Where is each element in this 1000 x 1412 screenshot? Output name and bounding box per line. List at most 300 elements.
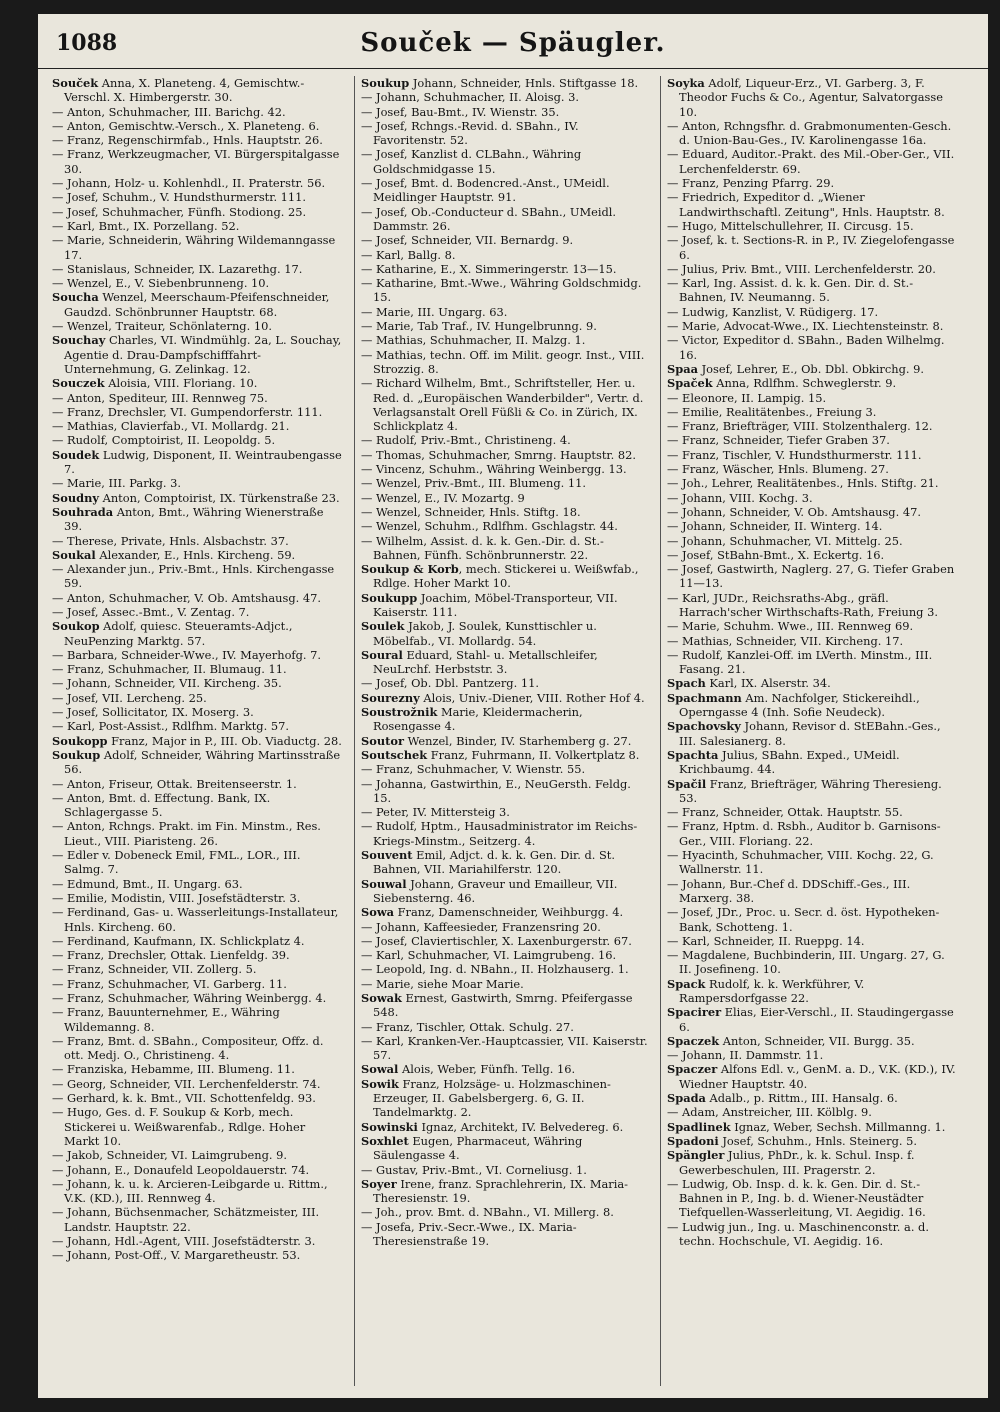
entry-text: — Richard Wilhelm, Bmt., Schriftsteller, Her. u. Red. d. „Europäischen Wanderbilder", Vertr. d. Verlagsanstalt Orell Füßli & Co. in Zürich, IX. Schlickplatz 4. [361,376,644,434]
directory-entry [361,119,650,148]
directory-entry [667,462,956,476]
directory-entry [52,662,344,676]
entry-text: — Franziska, Hebamme, III. Blumeng. 11. [52,1062,295,1077]
entry-text: Karl, IX. Alserstr. 34. [705,676,831,691]
directory-entry [52,448,344,477]
directory-entry [52,548,344,562]
directory-entry [52,333,344,376]
entry-text: — Franz, Werkzeugmacher, VI. Bürgerspitalgasse 30. [52,147,340,176]
entry-text: — Johann, Holz- u. Kohlenhdl., II. Praterstr. 56. [52,176,326,191]
directory-entry [361,1163,650,1177]
directory-entry [667,934,956,948]
entry-text: — Gustav, Priv.-Bmt., VI. Corneliusg. 1. [361,1162,587,1177]
entry-surname: Spaczek [667,1033,720,1048]
entry-text: — Wenzel, Priv.-Bmt., III. Blumeng. 11. [361,476,587,491]
entry-surname: Sowik [361,1076,399,1091]
directory-entry [361,877,650,906]
entry-surname: Soukup & Korb [361,562,459,577]
directory-entry [667,391,956,405]
entry-text: — Karl, Ballg. 8. [361,247,456,262]
directory-entry [361,1062,650,1076]
entry-surname: Sowinski [361,1119,418,1134]
entry-text: Adolf, Schneider, Währing Martinsstraße 56. [64,747,341,777]
entry-text: Eugen, Pharmaceut, Währing Säulengasse 4. [373,1133,583,1163]
entry-text: — Mathias, Schneider, VII. Kircheng. 17. [667,633,904,648]
directory-entry [667,548,956,562]
directory-entry [361,1220,650,1249]
directory-entry [361,276,650,305]
directory-entry [667,491,956,505]
entry-text: Franz, Briefträger, Währing Theresieng. 53. [679,776,942,805]
entry-surname: Soudek [52,447,100,462]
entry-text: — Karl, JUDr., Reichsraths-Abg., gräfl. Harrach'scher Wirthschafts-Rath, Freiung 3. [667,590,938,619]
directory-entry [52,734,344,748]
entry-text: — Johann, Schuhmacher, VI. Mittelg. 25. [667,533,903,548]
directory-entry [52,147,344,176]
entry-text: Wenzel, Meerschaum-Pfeifenschneider, Gaudzd. Schönbrunner Hauptstr. 68. [64,290,330,319]
entry-surname: Spačil [667,776,707,791]
directory-entry [361,934,650,948]
entry-text: — Adam, Anstreicher, III. Kölblg. 9. [667,1105,872,1120]
directory-entry [361,248,650,262]
directory-page [38,14,988,1398]
entry-text: — Joh., Lehrer, Realitätenbes., Hnls. Stiftg. 21. [667,476,939,491]
entry-text: — Wilhelm, Assist. d. k. k. Gen.-Dir. d. St.-Bahnen, Fünfh. Schönbrunnerstr. 22. [361,533,604,562]
directory-entry [52,491,344,505]
entry-text: — Franz, Schneider, Ottak. Hauptstr. 55. [667,805,903,820]
entry-text: — Josef, Claviertischler, X. Laxenburgerstr. 67. [361,933,632,948]
directory-entry [667,977,956,1006]
entry-text: Anna, Rdlfhm. Schweglerstr. 9. [712,376,897,391]
entry-text: — Karl, Ing. Assist. d. k. k. Gen. Dir. d. St.-Bahnen, IV. Neumanng. 5. [667,276,914,305]
directory-entry [361,905,650,919]
directory-entry [52,676,344,690]
directory-entry [52,133,344,147]
directory-entry [667,233,956,262]
entry-text: — Franz, Schuhmacher, Währing Weinbergg. 4. [52,991,327,1005]
entry-text: Emil, Adjct. d. k. k. Gen. Dir. d. St. Bahnen, VII. Mariahilferstr. 120. [373,848,616,877]
entry-text: — Eleonore, II. Lampig. 15. [667,390,827,405]
directory-entry [667,1005,956,1034]
entry-text: — Johann, II. Dammstr. 11. [667,1048,824,1063]
entry-surname: Spack [667,976,706,991]
directory-entry [52,1248,344,1262]
directory-entry [667,748,956,777]
entry-text: — Josefa, Priv.-Secr.-Wwe., IX. Maria-Theresienstraße 19. [361,1219,577,1249]
entry-surname: Soukup [361,76,410,90]
entry-surname: Soutschek [361,747,428,762]
directory-entry [52,119,344,133]
directory-entry [52,605,344,619]
entry-surname: Spachovsky [667,719,741,734]
entry-text: Anton, Bmt., Währing Wienerstraße 39. [64,504,324,534]
directory-entry [361,505,650,519]
entry-text: Anton, Schneider, VII. Burgg. 35. [719,1033,915,1048]
entry-text: — Johann, Hdl.-Agent, VIII. Josefstädterstr. 3. [52,1234,316,1249]
entry-text: — Leopold, Ing. d. NBahn., II. Holzhauserg. 1. [361,962,629,977]
directory-entry [361,948,650,962]
directory-entry [667,362,956,376]
directory-entry [361,491,650,505]
directory-entry [52,233,344,262]
directory-entry [667,591,956,620]
directory-entry [52,1062,344,1076]
directory-entry [52,290,344,319]
entry-text: Charles, VI. Windmühlg. 2a, L. Souchay, Agentie d. Drau-Dampfschifffahrt-Unternehmung, G. Zelinkag. 12. [64,333,342,376]
entry-text: Josef, Lehrer, E., Ob. Dbl. Obkirchg. 9. [697,361,924,376]
directory-entry [667,519,956,533]
entry-surname: Soukopp [52,733,108,748]
entry-surname: Souček [52,76,99,90]
entry-text: — Rudolf, Kanzlei-Off. im LVerth. Minstm., III. Fasang. 21. [667,647,933,677]
entry-text: — Friedrich, Expeditor d. „Wiener Landwirthschaftl. Zeitung", Hnls. Hauptstr. 8. [667,190,945,219]
entry-text: — Marie, III. Parkg. 3. [52,476,181,491]
entry-text: — Ludwig, Ob. Insp. d. k. k. Gen. Dir. d. St.-Bahnen in P., Ing. b. d. Wiener-Neustädter Tiefquellen-Wasserleitung, VI. Aegidig. 16. [667,1176,926,1220]
directory-entry [667,562,956,591]
directory-entry [52,1005,344,1034]
directory-entry [667,1062,956,1091]
directory-entry [361,90,650,104]
entry-text: — Anton, Rchngs. Prakt. im Fin. Minstm., Res. Lieut., VIII. Piaristeng. 26. [52,819,321,848]
directory-entry [361,534,650,563]
directory-entry [361,76,650,90]
entry-text: — Gerhard, k. k. Bmt., VII. Schottenfeldg. 93. [52,1091,316,1106]
directory-entry [361,1120,650,1134]
entry-text: Johann, Revisor d. StEBahn.-Ges., III. Salesianerg. 8. [679,719,941,748]
entry-text: Alois, Weber, Fünfh. Tellg. 16. [398,1062,576,1077]
directory-entry [361,348,650,377]
entry-surname: Soucha [52,290,99,305]
directory-entry [667,1120,956,1134]
entry-text: — Wenzel, Schuhm., Rdlfhm. Gschlagstr. 44. [361,519,618,534]
directory-entry [361,1177,650,1206]
entry-text: — Franz, Briefträger, VIII. Stolzenthalerg. 12. [667,419,933,434]
directory-entry [361,1205,650,1219]
entry-text: — Franz, Schuhmacher, V. Wienstr. 55. [361,762,586,777]
directory-entry [667,719,956,748]
entry-surname: Soxhlet [361,1133,409,1148]
directory-entry [361,562,650,591]
directory-entry [52,1205,344,1234]
directory-entry [667,1220,956,1249]
entry-surname: Spachta [667,747,719,762]
entry-surname: Soudny [52,490,99,505]
entry-text: — Franz, Tischler, V. Hundsthurmerstr. 111. [667,447,922,462]
entry-text: — Josef, VII. Lercheng. 25. [52,690,207,705]
entry-text: Anton, Comptoirist, IX. Türkenstraße 23. [98,490,340,505]
directory-entry [52,877,344,891]
entry-text: — Johann, E., Donaufeld Leopoldauerstr. 74. [52,1162,310,1177]
directory-entry [52,1163,344,1177]
directory-entry [52,1234,344,1248]
directory-entry [52,505,344,534]
entry-text: — Josef, Sollicitator, IX. Moserg. 3. [52,705,254,720]
directory-entry [667,333,956,362]
directory-entry [667,176,956,190]
directory-entry [361,376,650,433]
entry-surname: Spaczer [667,1062,718,1077]
entry-text: — Anton, Schuhmacher, V. Ob. Amtshausg. 47. [52,590,322,605]
directory-entry [52,476,344,490]
entry-text: — Katharine, E., X. Simmeringerstr. 13—15. [361,261,617,276]
entry-text: — Karl, Bmt., IX. Porzellang. 52. [52,218,240,233]
entry-text: — Anton, Rchngsfhr. d. Grabmonumenten-Gesch. d. Union-Bau-Ges., IV. Karolinengasse 16a. [667,118,952,148]
directory-entry [361,705,650,734]
directory-entry [52,1091,344,1105]
entry-text: — Karl, Post-Assist., Rdlfhm. Marktg. 57. [52,719,289,734]
entry-text: — Josef, k. t. Sections-R. in P., IV. Ziegelofengasse 6. [667,233,955,262]
entry-text: Irene, franz. Sprachlehrerin, IX. Maria-Theresienstr. 19. [373,1176,629,1206]
directory-entry [52,748,344,777]
directory-entry [52,433,344,447]
entry-text: Johann, Graveur und Emailleur, VII. Siebensterng. 46. [373,876,618,905]
entry-text: Eduard, Stahl- u. Metallschleifer, NeuLrchf. Herbststr. 3. [373,647,598,677]
entry-text: — Franz, Drechsler, Ottak. Lienfeldg. 39. [52,948,290,963]
entry-text: — Ferdinand, Kaufmann, IX. Schlickplatz 4. [52,933,305,948]
column-1 [48,76,348,1386]
entry-surname: Sowa [361,905,395,920]
entry-text: — Katharine, Bmt.-Wwe., Währing Goldschmidg. 15. [361,276,642,305]
directory-entry [52,1034,344,1063]
entry-text: — Marie, Schneiderin, Währing Wildemanngasse 17. [52,233,336,262]
directory-entry [52,219,344,233]
entry-text: — Karl, Kranken-Ver.-Hauptcassier, VII. Kaiserstr. 57. [361,1033,648,1063]
directory-entry [52,777,344,791]
column-2 [354,76,654,1386]
directory-entry [52,991,344,1005]
column-3 [660,76,960,1386]
entry-text: Julius, SBahn. Exped., UMeidl. Krichbaumg. 44. [679,747,900,777]
directory-entry [361,591,650,620]
directory-entry [667,676,956,690]
directory-entry [52,76,344,105]
directory-entry [52,591,344,605]
entry-text: — Mathias, Clavierfab., VI. Mollardg. 21. [52,419,290,434]
directory-entry [667,376,956,390]
directory-entry [667,262,956,276]
entry-text: — Josef, Bau-Bmt., IV. Wienstr. 35. [361,104,560,119]
entry-text: — Franz, Bauunternehmer, E., Währing Wildemanng. 8. [52,1005,280,1034]
entry-text: Franz, Damenschneider, Weihburgg. 4. [394,905,624,920]
directory-entry [52,848,344,877]
entry-text: — Rudolf, Comptoirist, II. Leopoldg. 5. [52,433,276,448]
directory-entry [667,1105,956,1119]
entry-surname: Spängler [667,1148,725,1163]
entry-surname: Soyka [667,76,705,90]
entry-surname: Souwal [361,876,407,891]
entry-text: — Victor, Expeditor d. SBahn., Baden Wilhelmg. 16. [667,333,945,362]
directory-entry [667,448,956,462]
entry-text: — Johann, VIII. Kochg. 3. [667,490,813,505]
entry-text: — Johann, Schneider, II. Winterg. 14. [667,519,883,534]
entry-text: — Wenzel, Traiteur, Schönlaterng. 10. [52,319,272,334]
entry-text: — Ludwig jun., Ing. u. Maschinenconstr. a. d. techn. Hochschule, VI. Aegidig. 16. [667,1219,929,1249]
entry-surname: Spachmann [667,690,742,705]
directory-entry [52,1177,344,1206]
directory-entry [361,962,650,976]
directory-entry [52,934,344,948]
entry-text: — Karl, Schuhmacher, VI. Laimgrubeng. 16. [361,948,617,963]
directory-entry [667,805,956,819]
directory-entry [361,648,650,677]
entry-text: Alexander, E., Hnls. Kircheng. 59. [95,547,296,562]
entry-surname: Souchay [52,333,106,348]
entry-text: — Johann, Schneider, V. Ob. Amtshausg. 47. [667,504,921,519]
directory-entry [361,462,650,476]
directory-entry [667,119,956,148]
entry-text: — Franz, Schuhmacher, VI. Garberg. 11. [52,976,287,991]
entry-text: — Johann, Schneider, VII. Kircheng. 35. [52,676,282,691]
directory-entry [667,1091,956,1105]
directory-entry [667,419,956,433]
entry-surname: Soukup [52,747,101,762]
entry-text: Aloisia, VIII. Floriang. 10. [104,376,258,391]
entry-text: — Josef, StBahn-Bmt., X. Eckertg. 16. [667,547,885,562]
entry-text: — Barbara, Schneider-Wwe., IV. Mayerhofg. 7. [52,647,322,662]
entry-text: — Johanna, Gastwirthin, E., NeuGersth. Feldg. 15. [361,776,631,805]
entry-text: Franz, Fuhrmann, II. Volkertplatz 8. [427,747,640,762]
entry-text: — Mathias, techn. Off. im Milit. geogr. Inst., VIII. Strozzig. 8. [361,347,645,376]
entry-surname: Sowal [361,1062,399,1077]
directory-entry [52,891,344,905]
directory-entry [361,1034,650,1063]
entry-surname: Spach [667,676,706,691]
directory-entry [667,1034,956,1048]
directory-entry [361,448,650,462]
entry-text: — Marie, siehe Moar Marie. [361,976,524,991]
directory-entry [361,1020,650,1034]
directory-entry [361,433,650,447]
directory-entry [52,276,344,290]
directory-entry [667,1048,956,1062]
entry-surname: Soural [361,647,403,662]
directory-entry [667,534,956,548]
entry-surname: Sourezny [361,690,420,705]
directory-entry [52,1148,344,1162]
directory-entry [52,176,344,190]
directory-entry [52,190,344,204]
directory-entry [667,505,956,519]
directory-entry [52,962,344,976]
entry-text: Wenzel, Binder, IV. Starhemberg g. 27. [403,733,632,748]
entry-surname: Soustrožnik [361,705,438,720]
directory-entry [361,105,650,119]
entry-surname: Soukupp [361,590,418,605]
running-head: Souček — Späugler. [360,28,666,58]
directory-entry [361,333,650,347]
directory-entry [667,190,956,219]
entry-text: — Josef, Bmt. d. Bodencred.-Anst., UMeidl. Meidlinger Hauptstr. 91. [361,176,610,205]
entry-surname: Soukal [52,547,96,562]
directory-entry [667,405,956,419]
directory-entry [667,1134,956,1148]
directory-entry [667,276,956,305]
directory-entry [361,734,650,748]
directory-entry [361,519,650,533]
entry-text: Ernest, Gastwirth, Smrng. Pfeifergasse 548. [373,991,633,1020]
directory-entry [667,1148,956,1177]
directory-entry [667,634,956,648]
directory-entry [667,433,956,447]
entry-text: Ignaz, Weber, Sechsh. Millmanng. 1. [730,1119,946,1134]
directory-entry [361,977,650,991]
entry-surname: Spadlinek [667,1119,731,1134]
entry-text: — Franz, Drechsler, VI. Gumpendorferstr. 111. [52,404,323,419]
entry-text: — Josef, Schuhm., V. Hundsthurmerstr. 111. [52,190,307,205]
directory-entry [361,147,650,176]
entry-surname: Soutor [361,733,404,748]
entry-surname: Sowak [361,991,402,1005]
entry-text: — Marie, Tab Traf., IV. Hungelbrunng. 9. [361,319,597,334]
directory-entry [361,233,650,247]
entry-text: Joachim, Möbel-Transporteur, VII. Kaiserstr. 111. [373,590,618,619]
entry-text: — Marie, Schuhm. Wwe., III. Rennweg 69. [667,619,914,634]
directory-entry [52,1105,344,1148]
directory-entry [667,905,956,934]
directory-entry [361,991,650,1020]
entry-text: — Johann, Schuhmacher, II. Aloisg. 3. [361,90,580,105]
entry-text: — Anton, Schuhmacher, III. Barichg. 42. [52,104,286,119]
directory-entry [52,1077,344,1091]
entry-text: , mech. Stickerei u. Weißwfab., Rdlge. Hoher Markt 10. [373,562,639,591]
entry-surname: Spadoni [667,1133,719,1148]
entry-text: — Josef, JDr., Proc. u. Secr. d. öst. Hypotheken-Bank, Schotteng. 1. [667,905,940,934]
directory-entry [361,762,650,776]
entry-text: — Rudolf, Priv.-Bmt., Christineng. 4. [361,433,571,448]
entry-text: — Julius, Priv. Bmt., VIII. Lerchenfelderstr. 20. [667,261,936,276]
entry-text: — Johann, Büchsenmacher, Schätzmeister, III. Landstr. Hauptstr. 22. [52,1205,320,1234]
entry-text: — Franz, Hptm. d. Rsbh., Auditor b. Garnisons-Ger., VIII. Floriang. 22. [667,819,941,848]
entry-text: — Wenzel, E., IV. Mozartg. 9 [361,490,525,505]
directory-entry [52,819,344,848]
directory-entry [667,76,956,119]
directory-entry [52,319,344,333]
directory-entry [667,948,956,977]
entry-text: — Stanislaus, Schneider, IX. Lazarethg. 17. [52,261,303,276]
directory-entry [361,176,650,205]
entry-text: — Anton, Gemischtw.-Versch., X. Planeteng. 6. [52,118,320,133]
entry-text: Am. Nachfolger, Stickereihdl., Operngasse 4 (Inh. Sofie Neudeck). [679,690,920,720]
directory-entry [52,905,344,934]
entry-text: — Rudolf, Hptm., Hausadministrator im Reichs-Kriegs-Minstm., Seitzerg. 4. [361,819,638,848]
directory-entry [52,262,344,276]
directory-entry [667,848,956,877]
entry-text: Franz, Major in P., III. Ob. Viaductg. 28. [107,733,342,748]
entry-text: — Josef, Gastwirth, Naglerg. 27, G. Tiefer Graben 11—13. [667,562,955,591]
entry-text: — Hugo, Mittelschullehrer, II. Circusg. 15. [667,218,914,233]
entry-text: — Thomas, Schuhmacher, Smrng. Hauptstr. 82. [361,447,636,462]
entry-text: — Emilie, Realitätenbes., Freiung 3. [667,404,877,419]
entry-text: — Franz, Tischler, Ottak. Schulg. 27. [361,1019,574,1034]
directory-entry [361,748,650,762]
directory-columns [48,76,968,1386]
entry-surname: Spaček [667,376,713,391]
directory-entry [361,262,650,276]
directory-entry [52,977,344,991]
directory-entry [52,619,344,648]
directory-entry [52,205,344,219]
entry-text: — Edler v. Dobeneck Emil, FML., LOR., III. Salmg. 7. [52,848,301,877]
directory-entry [361,691,650,705]
directory-entry [52,705,344,719]
entry-surname: Souhrada [52,504,114,519]
entry-text: — Franz, Penzing Pfarrg. 29. [667,176,835,191]
entry-text: — Anton, Bmt. d. Effectung. Bank, IX. Schlagergasse 5. [52,790,271,820]
entry-text: — Edmund, Bmt., II. Ungarg. 63. [52,876,243,891]
entry-text: — Joh., prov. Bmt. d. NBahn., VI. Millerg. 8. [361,1205,614,1220]
directory-entry [52,948,344,962]
entry-text: — Franz, Wäscher, Hnls. Blumeng. 27. [667,462,889,477]
